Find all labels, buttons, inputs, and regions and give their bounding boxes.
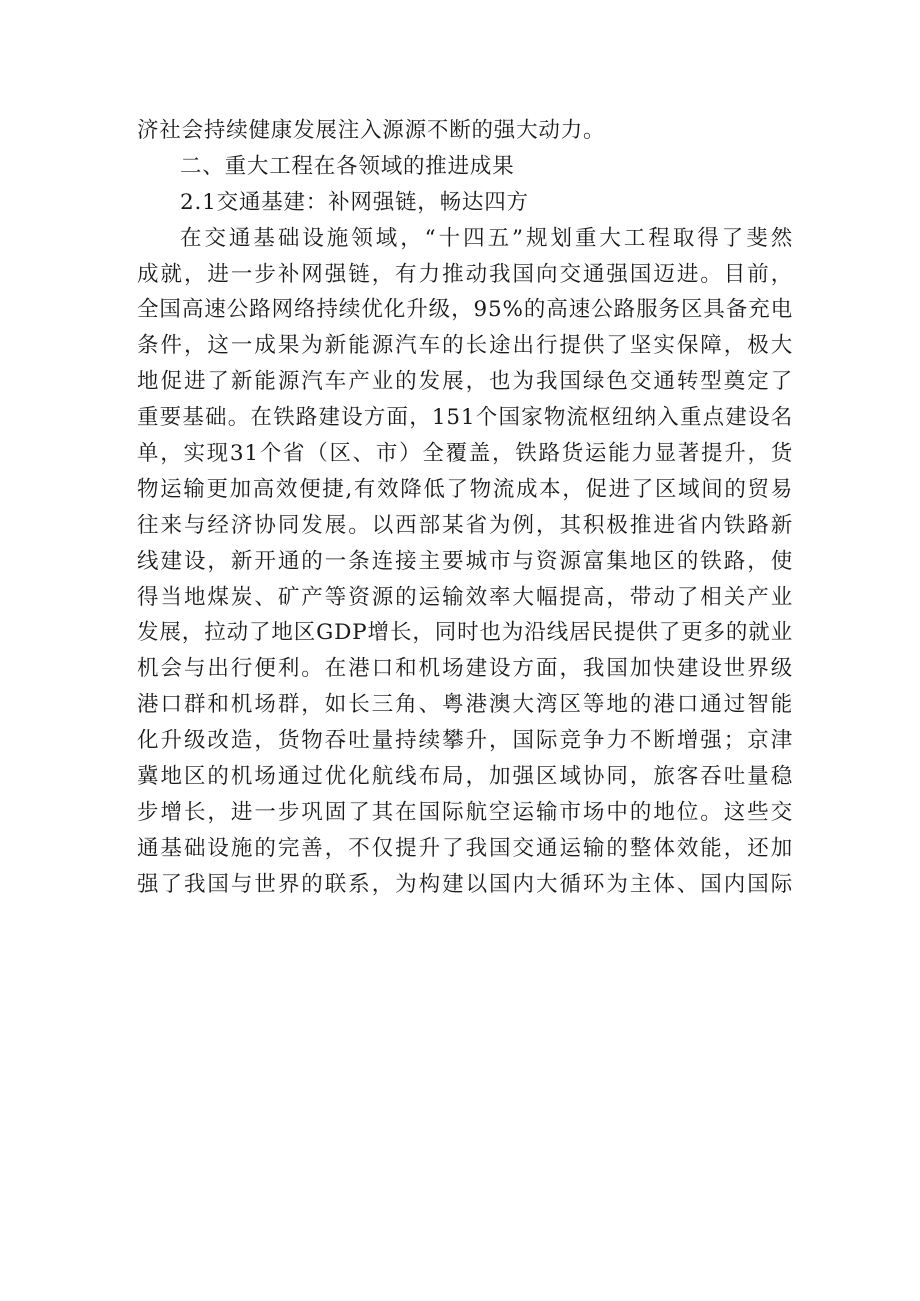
- paragraph-line: 在交通基础设施领域，“十四五”规划重大工程取得了斐然: [180, 225, 793, 251]
- paragraph-line: 重要基础。在铁路建设方面，151个国家物流枢纽纳入重点建设名: [137, 405, 793, 431]
- paragraph-line: 化升级改造，货物吞吐量持续攀升，国际竞争力不断增强；京津: [137, 728, 793, 754]
- paragraph-continuation-line: 济社会持续健康发展注入源源不断的强大动力。: [137, 118, 606, 143]
- paragraph-line: 地促进了新能源汽车产业的发展，也为我国绿色交通转型奠定了: [137, 369, 793, 395]
- paragraph-line: 物运输更加高效便捷,有效降低了物流成本，促进了区域间的贸易: [137, 476, 793, 502]
- paragraph-line: 得当地煤炭、矿产等资源的运输效率大幅提高，带动了相关产业: [137, 584, 793, 610]
- paragraph-line: 往来与经济协同发展。以西部某省为例，其积极推进省内铁路新: [137, 512, 793, 538]
- document-body: [137, 113, 793, 903]
- paragraph-line: 单，实现31个省（区、市）全覆盖，铁路货运能力显著提升，货: [137, 441, 793, 467]
- paragraph-line: 成就，进一步补网强链，有力推动我国向交通强国迈进。目前，: [137, 261, 793, 287]
- paragraph-line: 全国高速公路网络持续优化升级，95%的高速公路服务区具备充电: [137, 297, 793, 323]
- paragraph-line: 步增长，进一步巩固了其在国际航空运输市场中的地位。这些交: [137, 799, 793, 825]
- paragraph-line: 港口群和机场群，如长三角、粤港澳大湾区等地的港口通过智能: [137, 692, 793, 718]
- paragraph-line: 发展，拉动了地区GDP增长，同时也为沿线居民提供了更多的就业: [137, 620, 793, 646]
- paragraph-line: 冀地区的机场通过优化航线布局，加强区域协同，旅客吞吐量稳: [137, 764, 793, 790]
- paragraph-line: 线建设，新开通的一条连接主要城市与资源富集地区的铁路，使: [137, 548, 793, 574]
- section-heading: 二、重大工程在各领域的推进成果: [180, 153, 515, 179]
- paragraph-line: 机会与出行便利。在港口和机场建设方面，我国加快建设世界级: [137, 656, 793, 682]
- paragraph-line: 强了我国与世界的联系，为构建以国内大循环为主体、国内国际: [137, 871, 793, 897]
- paragraph-line: 条件，这一成果为新能源汽车的长途出行提供了坚实保障，极大: [137, 333, 793, 359]
- subsection-heading: 2.1交通基建：补网强链，畅达四方: [180, 189, 529, 215]
- paragraph-line: 通基础设施的完善，不仅提升了我国交通运输的整体效能，还加: [137, 835, 793, 861]
